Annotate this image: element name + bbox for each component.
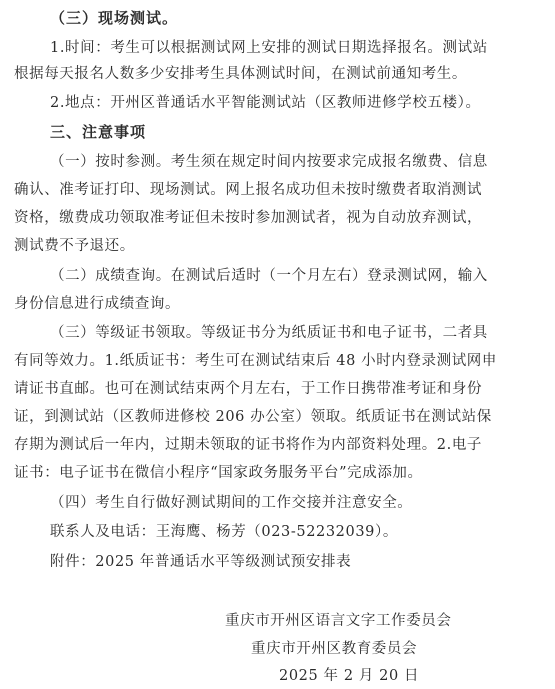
paragraph-line: （一）按时参测。考生须在规定时间内按要求完成报名缴费、信息 (50, 154, 488, 170)
paragraph-line: 证，到测试站（区教师进修校 206 办公室）领取。纸质证书在测试站保 (14, 409, 492, 425)
paragraph-line: （三）等级证书领取。等级证书分为纸质证书和电子证书，二者具 (50, 325, 488, 341)
paragraph-line: 根据每天报名人数多少安排考生具体测试时间，在测试前通知考生。 (14, 66, 467, 82)
paragraph-line: （二）成绩查询。在测试后适时（一个月左右）登录测试网，输入 (50, 268, 488, 284)
signature-date: 2025 年 2 月 20 日 (279, 668, 420, 684)
paragraph-line: 2.地点：开州区普通话水平智能测试站（区教师进修学校五楼）。 (50, 95, 481, 111)
attachment-line: 附件：2025 年普通话水平等级测试预安排表 (50, 554, 352, 570)
paragraph-line: 证书：电子证书在微信小程序“国家政务服务平台”完成添加。 (14, 465, 423, 481)
paragraph-line: 存期为测试后一年内，过期未领取的证书将作为内部资料处理。2.电子 (14, 437, 483, 453)
paragraph-line: 身份信息进行成绩查询。 (14, 296, 181, 312)
paragraph-line: （四）考生自行做好测试期间的工作交接并注意安全。 (50, 495, 413, 511)
section-heading-onsite-test: （三）现场测试。 (50, 9, 179, 27)
paragraph-line: 1.时间：考生可以根据测试网上安排的测试日期选择报名。测试站 (50, 40, 488, 56)
paragraph-line: 有同等效力。1.纸质证书：考生可在测试结束后 48 小时内登录测试网申 (14, 353, 498, 369)
paragraph-line: 确认、准考证打印、现场测试。网上报名成功但未按时缴费者取消测试 (14, 182, 483, 198)
paragraph-line: 资格，缴费成功领取准考证但未按时参加测试者，视为自动放弃测试， (14, 210, 483, 226)
signature-org-education-committee: 重庆市开州区教育委员会 (251, 641, 418, 657)
signature-org-language-committee: 重庆市开州区语言文字工作委员会 (225, 613, 452, 629)
paragraph-line: 请证书直邮。也可在测试结束两个月左右，于工作日携带准考证和身份 (14, 381, 483, 397)
paragraph-line: 测试费不予退还。 (14, 238, 135, 254)
contact-line: 联系人及电话：王海鹰、杨芳（023-52232039）。 (50, 524, 398, 540)
section-heading-notes: 三、注意事项 (50, 123, 147, 141)
